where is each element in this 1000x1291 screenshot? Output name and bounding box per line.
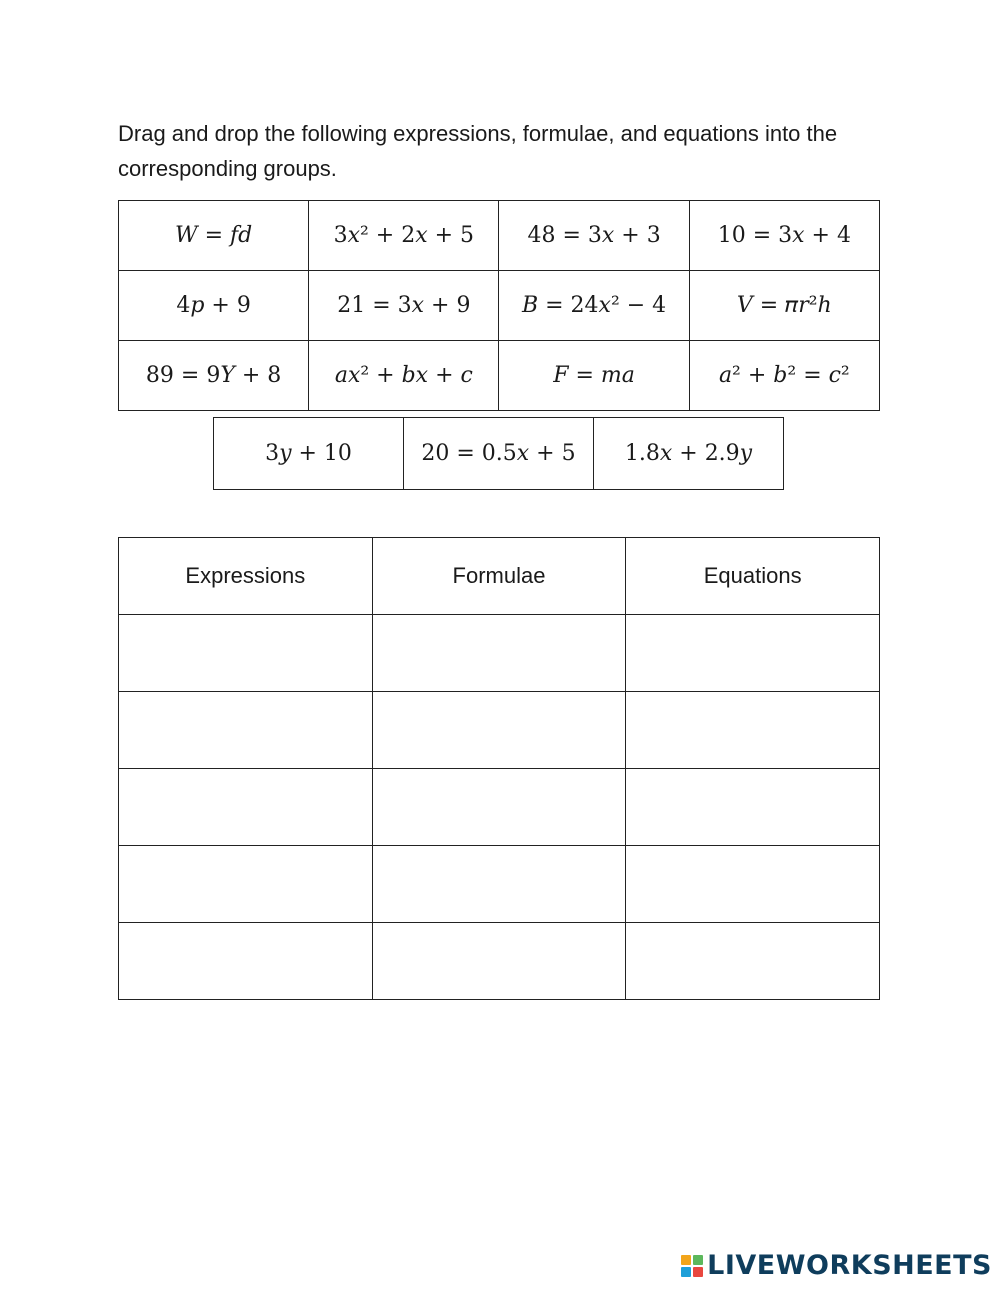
table-row [119, 692, 880, 769]
cards-row-3 [119, 341, 880, 411]
drop-zone-formulae[interactable] [372, 923, 626, 1000]
cards-grid [118, 200, 880, 411]
card-4p-plus-9[interactable]: 4𝑝 + 9 [119, 271, 309, 341]
drop-zone-equations[interactable] [626, 923, 880, 1000]
drop-zone-expressions[interactable] [119, 769, 373, 846]
drop-zone-formulae[interactable] [372, 692, 626, 769]
drop-zone-formulae[interactable] [372, 846, 626, 923]
logo-square-icon [681, 1255, 691, 1265]
liveworksheets-logo [681, 1250, 992, 1281]
card-21-equals-3x-plus-9[interactable]: 21 = 3𝑥 + 9 [309, 271, 499, 341]
cards-row-2 [119, 271, 880, 341]
drop-zone-expressions[interactable] [119, 923, 373, 1000]
table-row [119, 615, 880, 692]
header-equations: Equations [626, 538, 880, 615]
logo-text: LIVEWORKSHEETS [707, 1250, 992, 1281]
drop-zone-formulae[interactable] [372, 769, 626, 846]
card-3y-plus-10[interactable]: 3𝑦 + 10 [214, 418, 404, 490]
table-row [119, 846, 880, 923]
table-row [119, 923, 880, 1000]
card-20-equals-0-5x-plus-5[interactable]: 20 = 0.5𝑥 + 5 [404, 418, 594, 490]
drop-zone-equations[interactable] [626, 692, 880, 769]
card-1-8x-plus-2-9y[interactable]: 1.8𝑥 + 2.9𝑦 [594, 418, 784, 490]
card-ax2-plus-bx-plus-c[interactable]: 𝑎𝑥² + 𝑏𝑥 + 𝑐 [309, 341, 499, 411]
card-89-equals-9y-plus-8[interactable]: 89 = 9𝑌 + 8 [119, 341, 309, 411]
card-f-equals-ma[interactable]: 𝐹 = 𝑚𝑎 [499, 341, 689, 411]
header-expressions: Expressions [119, 538, 373, 615]
drop-zone-formulae[interactable] [372, 615, 626, 692]
card-w-equals-fd[interactable]: 𝑊 = 𝑓𝑑 [119, 201, 309, 271]
card-3x2-plus-2x-plus-5[interactable]: 3𝑥² + 2𝑥 + 5 [309, 201, 499, 271]
card-b-equals-24x2-minus-4[interactable]: 𝐵 = 24𝑥² − 4 [499, 271, 689, 341]
drop-zone-equations[interactable] [626, 846, 880, 923]
sorting-table [118, 537, 880, 1000]
sorting-table-header [119, 538, 880, 615]
header-formulae: Formulae [372, 538, 626, 615]
drop-zone-equations[interactable] [626, 615, 880, 692]
logo-icon [681, 1255, 703, 1277]
cards-row-1 [119, 201, 880, 271]
card-10-equals-3x-plus-4[interactable]: 10 = 3𝑥 + 4 [689, 201, 879, 271]
cards-row-4 [213, 417, 784, 490]
drop-zone-expressions[interactable] [119, 692, 373, 769]
card-a2-plus-b2-equals-c2[interactable]: 𝑎² + 𝑏² = 𝑐² [689, 341, 879, 411]
table-row [119, 769, 880, 846]
logo-square-icon [681, 1267, 691, 1277]
card-48-equals-3x-plus-3[interactable]: 48 = 3𝑥 + 3 [499, 201, 689, 271]
instructions-text: Drag and drop the following expressions, formulae, and equations into the corresponding groups. [118, 121, 838, 181]
drop-zone-equations[interactable] [626, 769, 880, 846]
drop-zone-expressions[interactable] [119, 615, 373, 692]
card-v-equals-pi-r2-h[interactable]: 𝑉 = 𝜋𝑟²ℎ [689, 271, 879, 341]
logo-square-icon [693, 1267, 703, 1277]
logo-square-icon [693, 1255, 703, 1265]
drop-zone-expressions[interactable] [119, 846, 373, 923]
